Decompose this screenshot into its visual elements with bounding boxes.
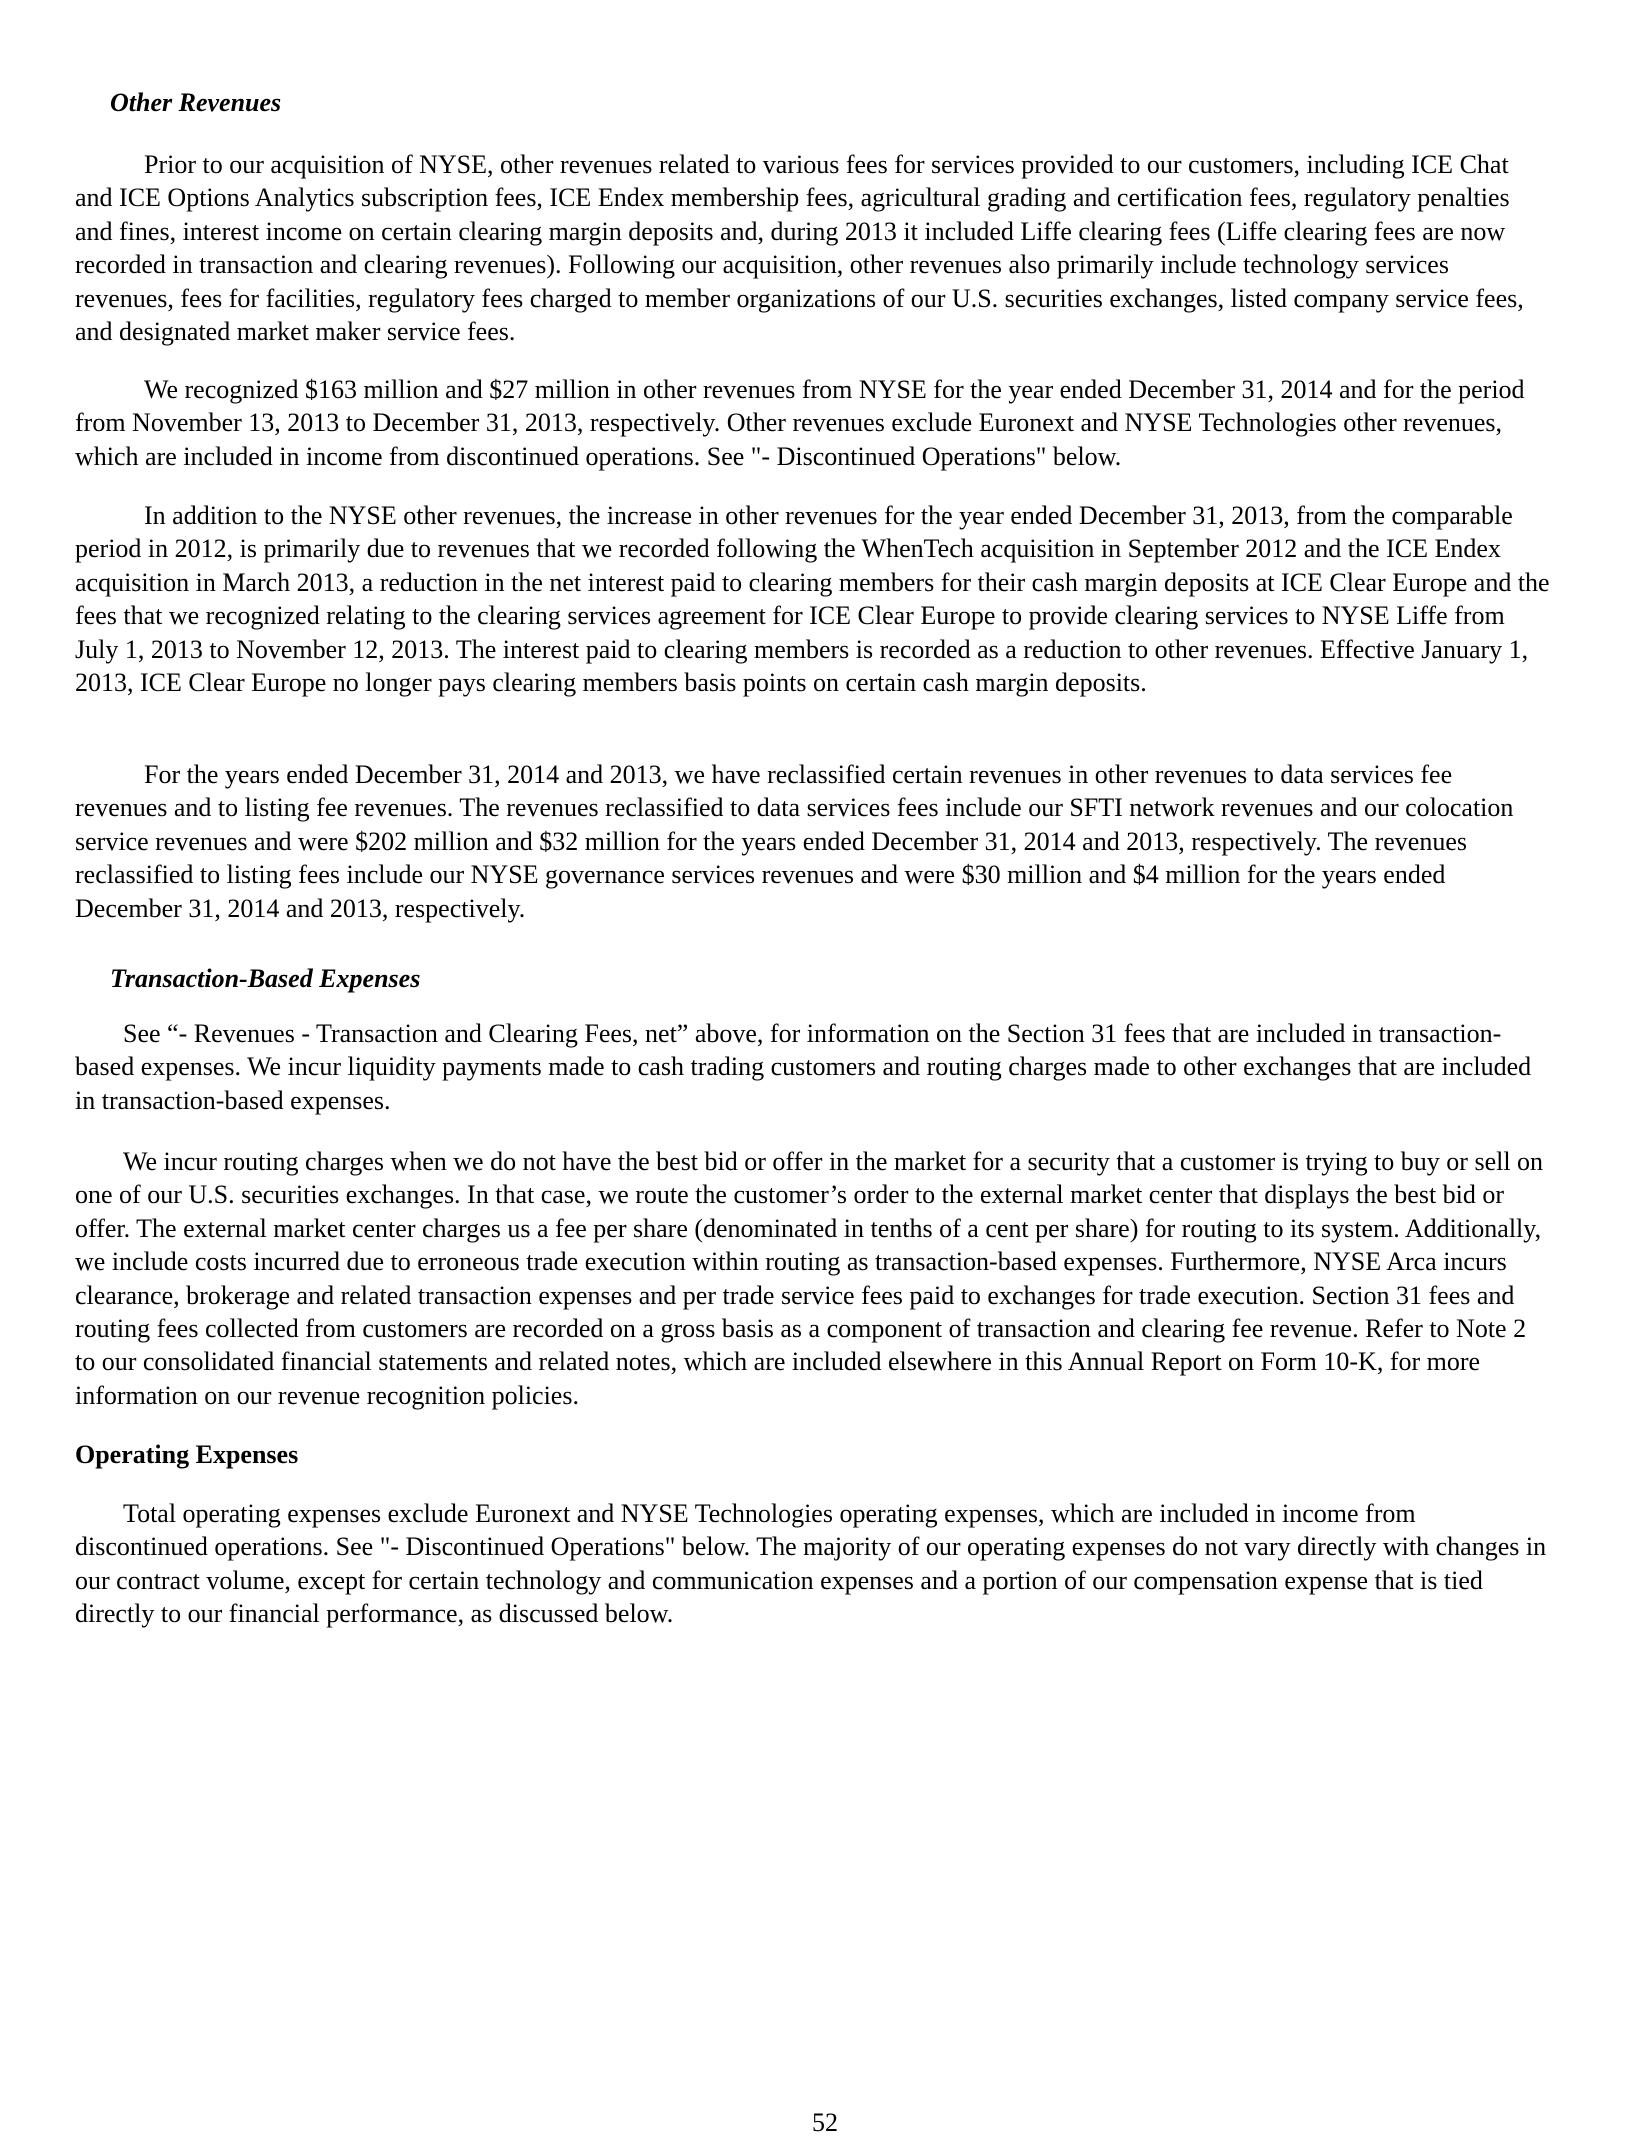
- paragraph: We recognized $163 million and $27 million in other revenues from NYSE for the year ended December 31, 2014 and for the period from November 13, 2013 to December 31, 2013, respectively. Other revenues exclude Euronext and NYSE Technologies other revenues, which are included in income from discontinued operations. See "- Discontinued Operations" below.: [75, 375, 1525, 471]
- heading-other-revenues: Other Revenues: [110, 88, 282, 117]
- paragraph: Prior to our acquisition of NYSE, other revenues related to various fees for services provided to our customers, including ICE Chat and ICE Options Analytics subscription fees, ICE Endex membership fees, agricultural grading and certification fees, regulatory penalties and fines, interest income on certain clearing margin deposits and, during 2013 it included Liffe clearing fees (Liffe clearing fees are now recorded in transaction and clearing revenues). Following our acquisition, other revenues also primarily include technology services revenues, fees for facilities, regulatory fees charged to member organizations of our U.S. securities exchanges, listed company service fees, and designated market maker service fees.: [75, 150, 1524, 347]
- page-number: 52: [812, 2108, 838, 2137]
- paragraph: For the years ended December 31, 2014 and 2013, we have reclassified certain revenues in other revenues to data services fee revenues and to listing fee revenues. The revenues reclassified to data services fees include our SFTI network revenues and our colocation service revenues and were $202 million and $32 million for the years ended December 31, 2014 and 2013, respectively. The revenues reclassified to listing fees include our NYSE governance services revenues and were $30 million and $4 million for the years ended December 31, 2014 and 2013, respectively.: [75, 760, 1514, 923]
- paragraph: Total operating expenses exclude Euronext and NYSE Technologies operating expenses, which are included in income from discontinued operations. See "- Discontinued Operations" below. The majority of our operating expenses do not vary directly with changes in our contract volume, except for certain technology and communication expenses and a portion of our compensation expense that is tied directly to our financial performance, as discussed below.: [75, 1499, 1547, 1629]
- paragraph: We incur routing charges when we do not have the best bid or offer in the market for a security that a customer is trying to buy or sell on one of our U.S. securities exchanges. In that case, we route the customer’s order to the external market center that displays the best bid or offer. The external market center charges us a fee per share (denominated in tenths of a cent per share) for routing to its system. Additionally, we include costs incurred due to erroneous trade execution within routing as transaction-based expenses. Furthermore, NYSE Arca incurs clearance, brokerage and related transaction expenses and per trade service fees paid to exchanges for trade execution. Section 31 fees and routing fees collected from customers are recorded on a gross basis as a component of transaction and clearing fee revenue. Refer to Note 2 to our consolidated financial statements and related notes, which are included elsewhere in this Annual Report on Form 10-K, for more information on our revenue recognition policies.: [75, 1147, 1544, 1410]
- paragraph: In addition to the NYSE other revenues, the increase in other revenues for the year ended December 31, 2013, from the comparable period in 2012, is primarily due to revenues that we recorded following the WhenTech acquisition in September 2012 and the ICE Endex acquisition in March 2013, a reduction in the net interest paid to clearing members for their cash margin deposits at ICE Clear Europe and the fees that we recognized relating to the clearing services agreement for ICE Clear Europe to provide clearing services to NYSE Liffe from July 1, 2013 to November 12, 2013. The interest paid to clearing members is recorded as a reduction to other revenues. Effective January 1, 2013, ICE Clear Europe no longer pays clearing members basis points on certain cash margin deposits.: [75, 501, 1550, 698]
- heading-operating-expenses: Operating Expenses: [75, 1440, 299, 1469]
- heading-transaction-based-expenses: Transaction-Based Expenses: [110, 964, 421, 993]
- paragraph: See “- Revenues - Transaction and Clearing Fees, net” above, for information on the Section 31 fees that are included in transaction-based expenses. We incur liquidity payments made to cash trading customers and routing charges made to other exchanges that are included in transaction-based expenses.: [75, 1019, 1532, 1115]
